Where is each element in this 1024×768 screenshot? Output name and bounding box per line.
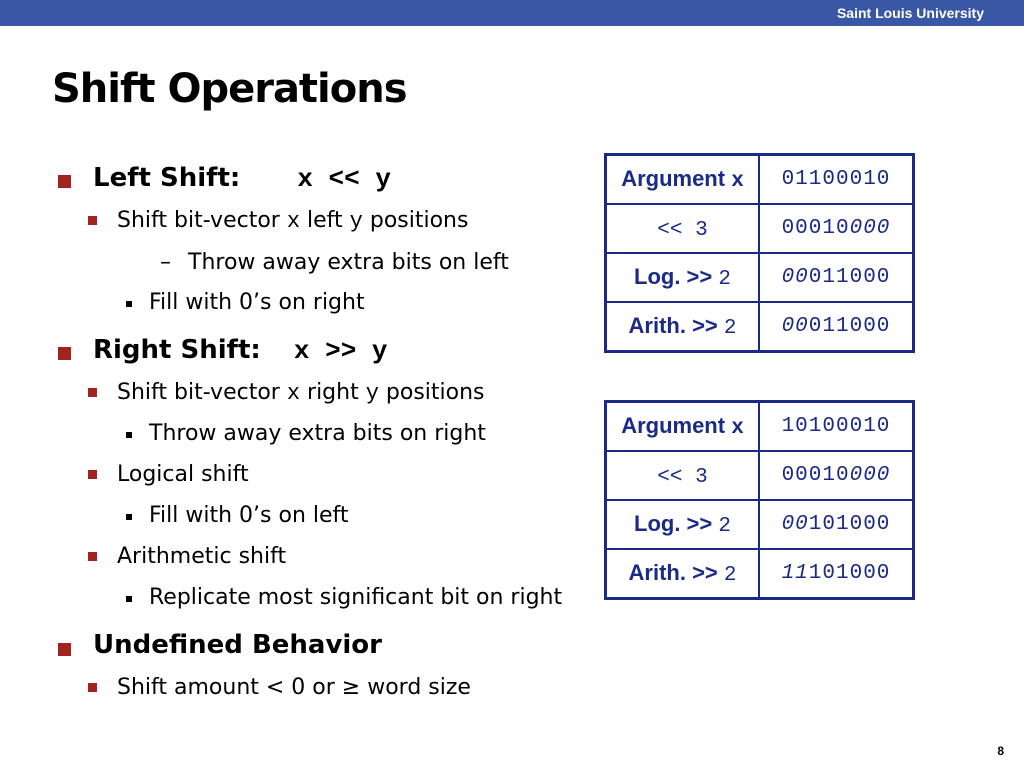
row-value: 10100010 [759,402,914,452]
table-row [606,302,914,352]
bullet-square-icon [88,388,97,397]
text: positions [362,208,469,233]
left-shift-dash-item: Throw away extra bits on left [188,250,509,275]
bullet-square-icon [58,347,71,360]
row-label: << 3 [606,451,760,500]
undefined-behavior-detail: Shift amount < 0 or ≥ word size [117,675,471,700]
row-value: 00101000 [759,500,914,549]
page-number: 8 [997,744,1004,758]
bullet-square-icon [88,552,97,561]
table-row [606,451,914,500]
text: Shift bit-vector [117,380,287,405]
bullet-square-icon [88,683,97,692]
bullet-small-square-icon [126,514,132,520]
row-value: 00010000 [759,204,914,253]
var-y: y [365,381,379,406]
bullet-square-icon [58,643,71,656]
row-label: Log. >> 2 [606,500,760,549]
table-row [606,253,914,302]
row-label: << 3 [606,204,760,253]
table-row [606,155,914,205]
right-shift-label: Right Shift: [93,335,261,365]
table-row [606,204,914,253]
left-shift-heading [93,163,391,194]
row-value: 11101000 [759,549,914,599]
left-shift-label: Left Shift: [93,163,241,193]
arithmetic-shift: Arithmetic shift [117,544,287,569]
left-shift-fill: Fill with 0’s on right [149,290,365,315]
text: left [300,208,350,233]
dash-bullet-icon: – [160,250,171,275]
row-value: 01100010 [759,155,914,205]
slide-title: Shift Operations [52,66,407,112]
right-shift-code: x >> y [293,336,388,366]
row-value: 00011000 [759,302,914,352]
undefined-behavior-heading: Undefined Behavior [93,630,382,660]
shift-table-1 [604,153,915,353]
left-shift-code: x << y [297,164,391,194]
university-name: Saint Louis University [836,5,984,21]
bullet-square-icon [58,175,71,188]
bullet-square-icon [88,470,97,479]
row-label: Argument x [606,155,760,205]
row-label: Argument x [606,402,760,452]
bullet-small-square-icon [126,596,132,602]
row-value: 00011000 [759,253,914,302]
bullet-small-square-icon [126,432,132,438]
text: positions [378,380,485,405]
row-label: Log. >> 2 [606,253,760,302]
right-shift-detail: Throw away extra bits on right [149,421,486,446]
var-y: y [349,209,363,234]
text: Shift bit-vector [117,208,287,233]
table-row [606,549,914,599]
table-row [606,500,914,549]
shift-table-2 [604,400,915,600]
row-value: 00010000 [759,451,914,500]
row-label: Arith. >> 2 [606,302,760,352]
row-label: Arith. >> 2 [606,549,760,599]
right-shift-desc [117,380,485,406]
left-shift-desc [117,208,468,234]
logical-shift: Logical shift [117,462,249,487]
table-row [606,402,914,452]
header-bar [0,0,1024,26]
bullet-small-square-icon [126,301,132,307]
var-x: x [286,381,301,406]
arithmetic-shift-detail: Replicate most significant bit on right [149,585,563,610]
bullet-square-icon [88,216,97,225]
var-x: x [286,209,301,234]
text: right [300,380,366,405]
logical-shift-detail: Fill with 0’s on left [149,503,349,528]
right-shift-heading [93,335,388,366]
